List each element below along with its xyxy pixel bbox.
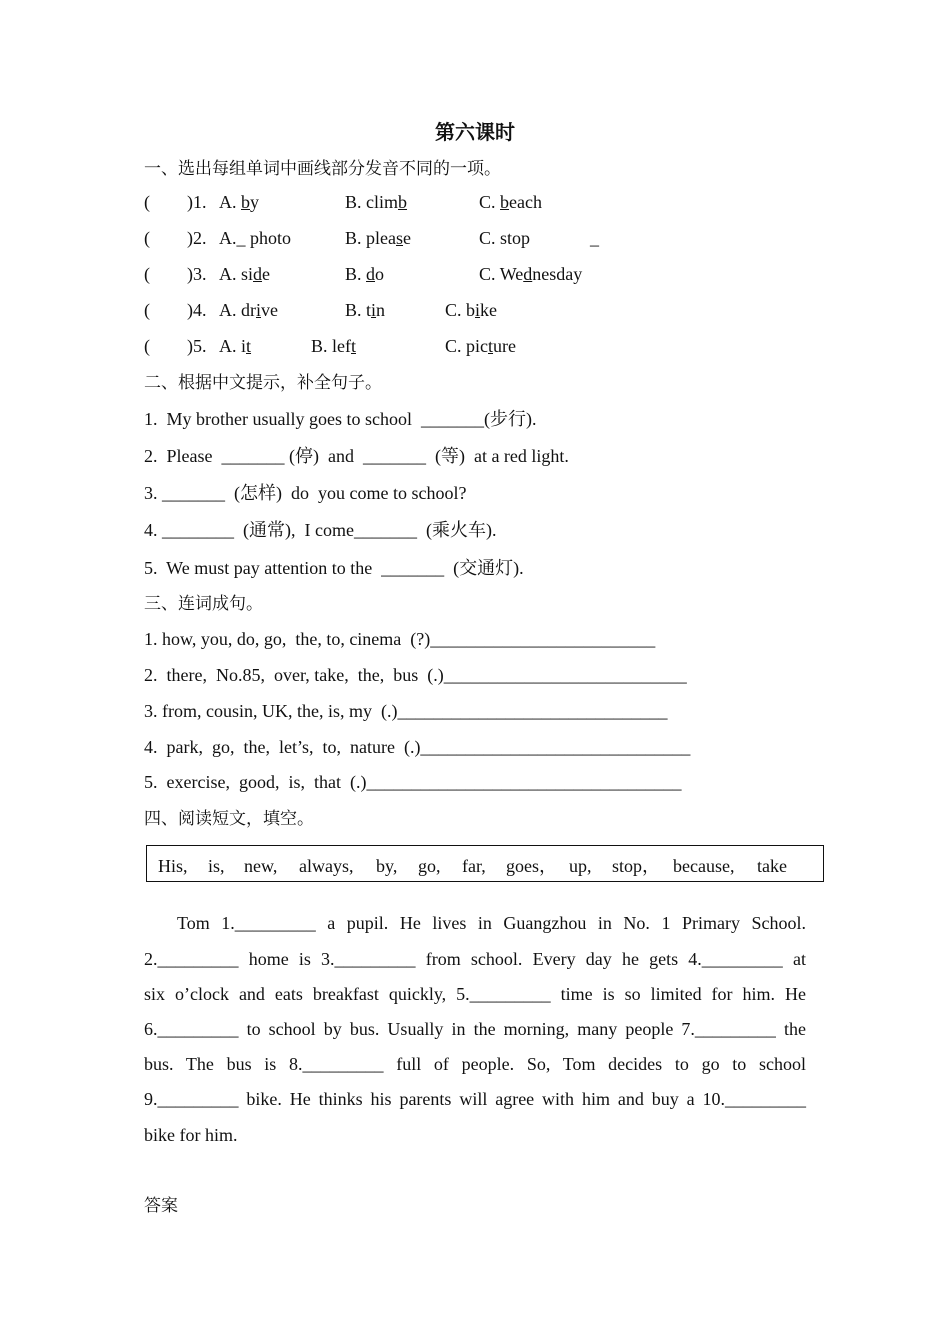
question-number: )5. (187, 336, 207, 356)
answer-paren-open: ( (144, 300, 150, 320)
section3-line: 3. from, cousin, UK, the, is, my (.)______________________________ (144, 701, 668, 721)
passage-line: bike for him. (144, 1125, 238, 1145)
question-number: )1. (187, 192, 207, 212)
option-b: B. please (345, 228, 412, 248)
word-bank-word: His, (158, 856, 188, 876)
word-bank-word: go, (418, 856, 441, 876)
option-c: C. bike (445, 300, 498, 320)
section2-line: 4. ________ (通常), I come_______ (乘火车). (144, 520, 497, 540)
option-a: A. side (219, 264, 271, 284)
option-a: A. by (219, 192, 259, 212)
passage-line: 6._________ to school by bus. Usually in the morning, many people 7._________ the (144, 1019, 806, 1039)
option-a: A._ photo (219, 228, 292, 248)
option-b: B. climb (345, 192, 408, 212)
question-number: )4. (187, 300, 207, 320)
question-number: )2. (187, 228, 207, 248)
word-bank-word: is, (208, 856, 225, 876)
word-bank-word: by, (376, 856, 398, 876)
section3-line: 1. how, you, do, go, the, to, cinema (?)_________________________ (144, 629, 656, 649)
option-b: B. tin (345, 300, 386, 320)
section2-line: 5. We must pay attention to the _______ (交通灯). (144, 558, 524, 578)
page-title: 第六课时 (435, 120, 515, 144)
passage-line: six o’clock and eats breakfast quickly, 5._________ time is so limited for him. He (144, 984, 806, 1004)
passage-line: 9._________ bike. He thinks his parents will agree with him and buy a 10._________ (144, 1089, 806, 1109)
word-bank-word: because, (673, 856, 735, 876)
question-number: )3. (187, 264, 207, 284)
section4-heading: 四、阅读短文，填空。 (144, 809, 314, 829)
section1-heading: 一、选出每组单词中画线部分发音不同的一项。 (144, 159, 501, 179)
answer-paren-open: ( (144, 264, 150, 284)
section2-line: 3. _______ (怎样) do you come to school? (144, 483, 467, 503)
word-bank-word: take (757, 856, 787, 876)
answer-label: 答案 (144, 1196, 178, 1216)
word-bank-word: far, (462, 856, 486, 876)
option-a: A. it (219, 336, 252, 356)
passage-line: 2._________ home is 3._________ from school. Every day he gets 4._________ at (144, 949, 806, 969)
option-c: C. Wednesday (479, 264, 583, 284)
option-b: B. do (345, 264, 385, 284)
section3-line: 5. exercise, good, is, that (.)___________________________________ (144, 772, 682, 792)
section2-line: 2. Please _______ (停) and _______ (等) at a red light. (144, 446, 569, 466)
word-bank-word: up, (569, 856, 592, 876)
option-a: A. drive (219, 300, 279, 320)
answer-paren-open: ( (144, 228, 150, 248)
option-c: C. picture (445, 336, 517, 356)
section2-line: 1. My brother usually goes to school _______(步行). (144, 409, 537, 429)
word-bank-word: goes， (506, 856, 557, 876)
option-b: B. left (311, 336, 357, 356)
section2-heading: 二、根据中文提示，补全句子。 (144, 373, 382, 393)
word-bank-word: stop， (612, 856, 661, 876)
section3-heading: 三、连词成句。 (144, 594, 263, 614)
section3-line: 4. park, go, the, let’s, to, nature (.)______________________________ (144, 737, 691, 757)
answer-paren-open: ( (144, 336, 150, 356)
word-bank-word: always, (299, 856, 354, 876)
passage-line: Tom 1._________ a pupil. He lives in Guangzhou in No. 1 Primary School. (177, 913, 806, 933)
option-c: C. stop (479, 228, 531, 248)
word-bank-word: new, (244, 856, 278, 876)
option-c: C. beach (479, 192, 542, 212)
stray-underscore: _ (590, 228, 599, 248)
section3-line: 2. there, No.85, over, take, the, bus (.)___________________________ (144, 665, 687, 685)
passage-line: bus. The bus is 8._________ full of people. So, Tom decides to go to school (144, 1054, 806, 1074)
answer-paren-open: ( (144, 192, 150, 212)
